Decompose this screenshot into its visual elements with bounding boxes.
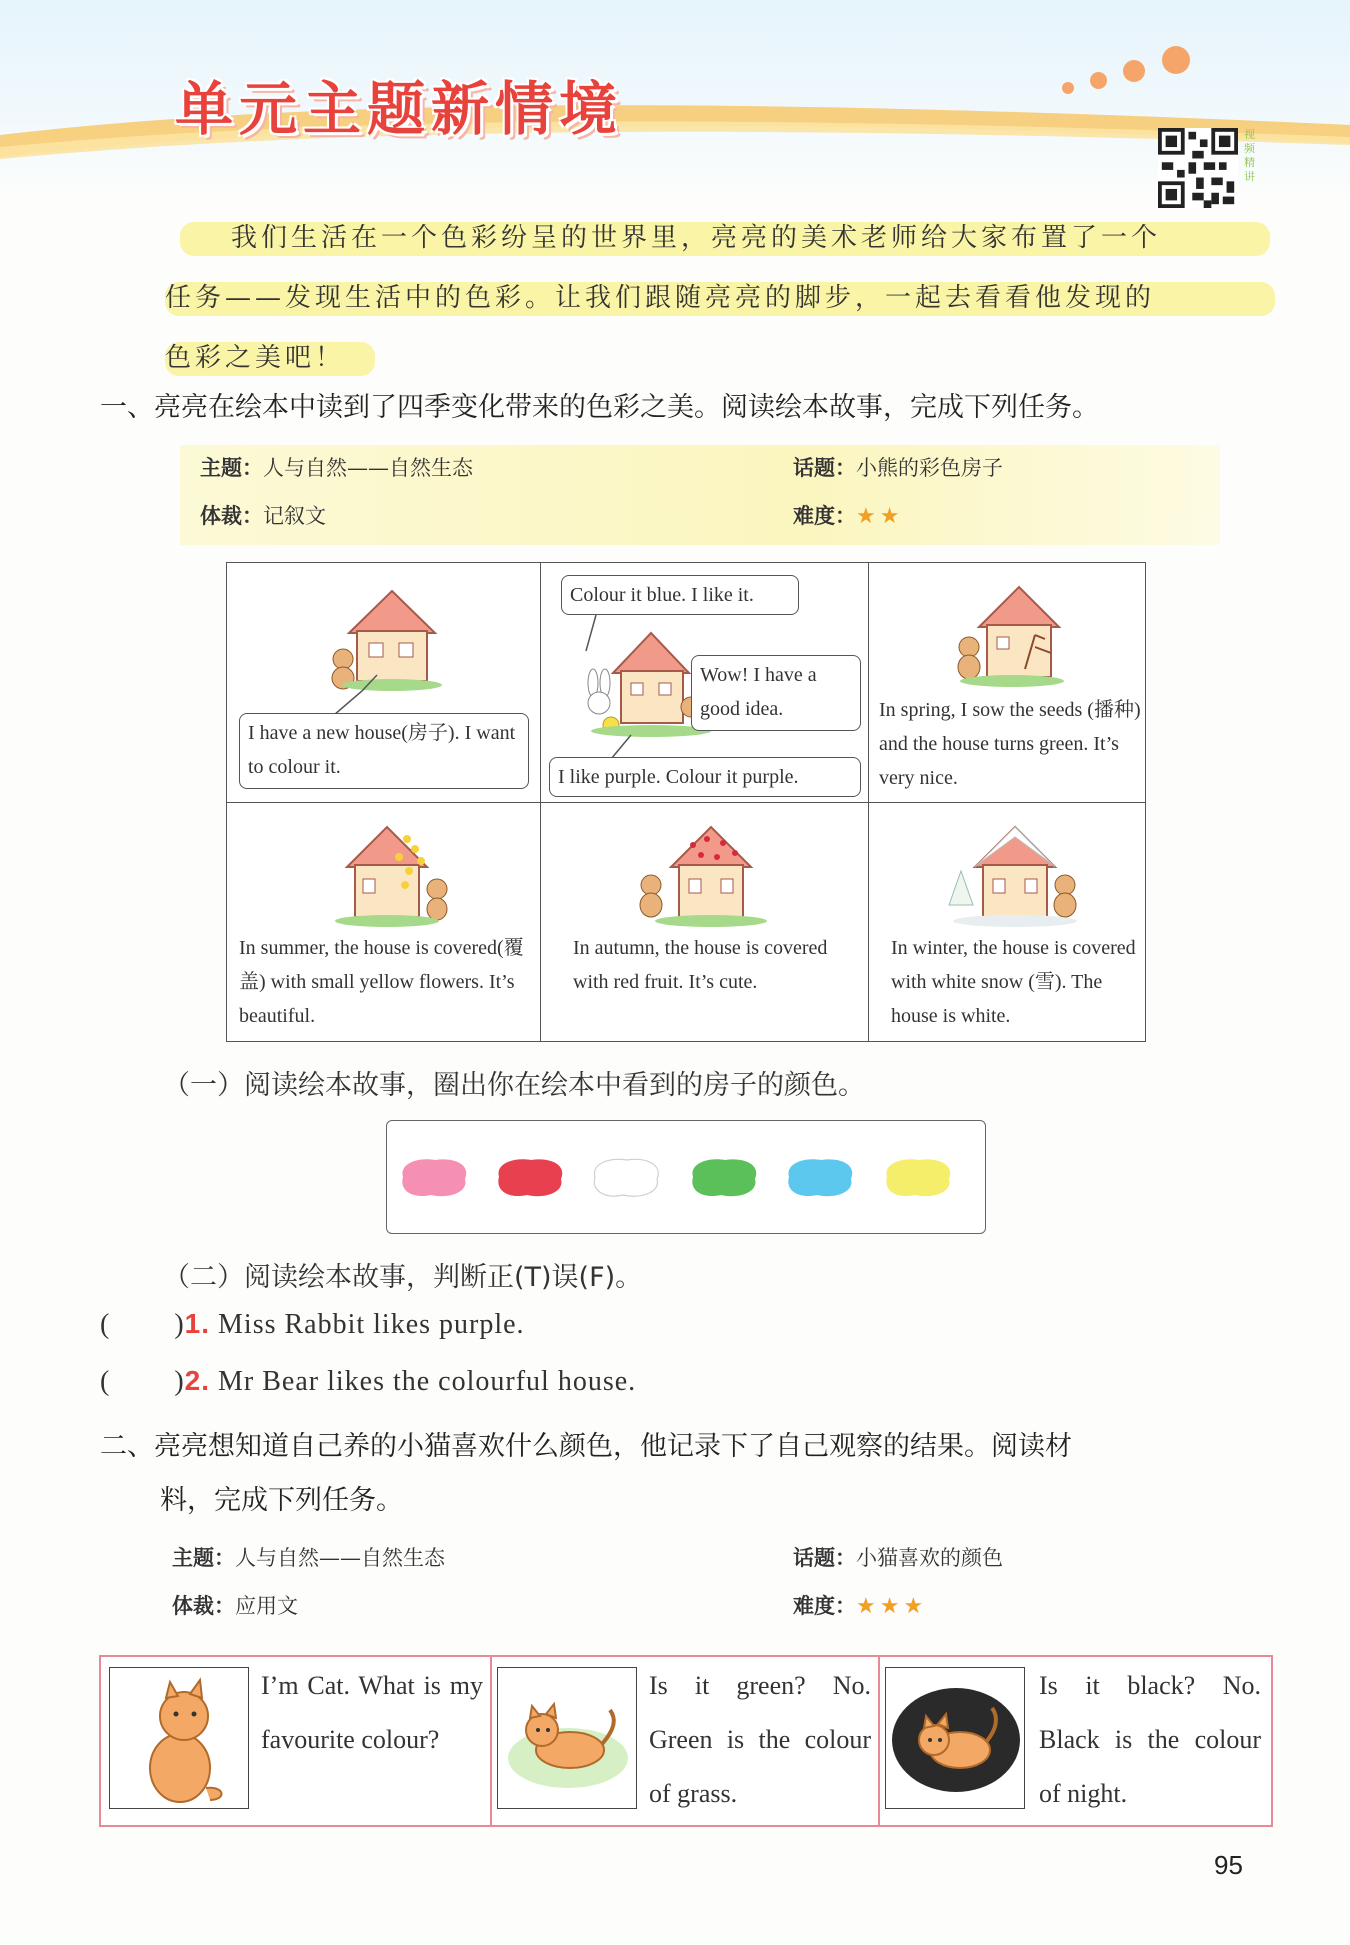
- story-cell: [869, 563, 1145, 803]
- info-theme: [200, 452, 473, 482]
- cat-on-grass-icon: [498, 1668, 636, 1808]
- info-value: 小猫喜欢的颜色: [856, 1546, 1003, 1570]
- answer-bracket[interactable]: ( ): [100, 1309, 185, 1340]
- qr-code-icon[interactable]: [1158, 128, 1238, 208]
- summer-house-illustration: [325, 817, 455, 927]
- true-false-item: [100, 1308, 525, 1341]
- divider: [878, 1657, 880, 1825]
- speech-bubble: I have a new house(房子). I want to colour it.: [239, 713, 529, 789]
- section1-title: 一、亮亮在绘本中读到了四季变化带来的色彩之美。阅读绘本故事，完成下列任务。: [100, 392, 1099, 423]
- intro-line: 我们生活在一个色彩纷呈的世界里，亮亮的美术老师给大家布置了一个: [231, 223, 1162, 253]
- color-options-box: [386, 1120, 986, 1234]
- info-label: 话题：: [793, 456, 856, 480]
- yellow-color-swatch[interactable]: [881, 1155, 955, 1199]
- info-label: 体裁：: [200, 504, 263, 528]
- speech-bubble: Colour it blue. I like it.: [561, 575, 799, 615]
- decor-dot: [1062, 82, 1074, 94]
- qr-side-label: 视频精讲: [1244, 128, 1255, 183]
- decor-dot: [1162, 46, 1190, 74]
- info-label: 难度：: [793, 504, 856, 528]
- story-text: In winter, the house is covered with white snow (雪). The house is white.: [891, 937, 1136, 1027]
- item-text: Mr Bear likes the colourful house.: [218, 1366, 637, 1397]
- story-cell: [227, 803, 541, 1041]
- cat-panel-text: I’m Cat. What is my favourite colour?: [261, 1671, 483, 1754]
- unit-title: 单元主题新情境: [175, 75, 624, 143]
- task2-title: （二）阅读绘本故事，判断正(T)误(F)。: [163, 1262, 643, 1293]
- page-number: 95: [1214, 1850, 1243, 1880]
- divider: [490, 1657, 492, 1825]
- story-text: In autumn, the house is covered with red fruit. It’s cute.: [573, 937, 828, 993]
- info-label: 主题：: [172, 1546, 235, 1570]
- info-value: 应用文: [235, 1594, 298, 1618]
- cat-on-black-icon: [886, 1668, 1024, 1808]
- info-genre: [172, 1590, 298, 1620]
- answer-bracket[interactable]: ( ): [100, 1366, 185, 1397]
- cat-observation-box: [99, 1655, 1273, 1827]
- white-color-swatch[interactable]: [589, 1155, 663, 1199]
- winter-house-illustration: [935, 815, 1085, 927]
- intro-line: 色彩之美吧！: [165, 343, 346, 373]
- cat-panel-text: Is it green? No. Green is the colour of grass.: [649, 1671, 871, 1808]
- info-difficulty: [793, 1590, 927, 1620]
- intro-paragraph: [165, 208, 1265, 388]
- red-color-swatch[interactable]: [493, 1155, 567, 1199]
- info-value: 小熊的彩色房子: [856, 456, 1003, 480]
- item-text: Miss Rabbit likes purple.: [218, 1309, 525, 1340]
- info-topic: [793, 1542, 1003, 1572]
- info-label: 主题：: [200, 456, 263, 480]
- blue-color-swatch[interactable]: [783, 1155, 857, 1199]
- difficulty-stars: ★★: [856, 504, 904, 529]
- speech-bubble: I like purple. Colour it purple.: [549, 757, 861, 797]
- info-value: 人与自然——自然生态: [263, 456, 473, 480]
- info-label: 难度：: [793, 1594, 856, 1618]
- speech-bubble: Wow! I have a good idea.: [691, 655, 861, 731]
- cat-picture: [885, 1667, 1025, 1809]
- item-number: 1.: [184, 1308, 211, 1339]
- cat-picture: [109, 1667, 249, 1809]
- info-label: 话题：: [793, 1546, 856, 1570]
- item-number: 2.: [184, 1365, 211, 1396]
- cat-sitting-icon: [110, 1668, 248, 1808]
- info-theme: [172, 1542, 445, 1572]
- intro-line: 任务——发现生活中的色彩。让我们跟随亮亮的脚步，一起去看看他发现的: [165, 283, 1156, 313]
- true-false-item: [100, 1365, 636, 1398]
- green-color-swatch[interactable]: [687, 1155, 761, 1199]
- pink-color-swatch[interactable]: [397, 1155, 471, 1199]
- cat-panel-text: Is it black? No. Black is the colour of night.: [1039, 1671, 1261, 1808]
- section2-title-cont: 料，完成下列任务。: [160, 1485, 403, 1516]
- cat-picture: [497, 1667, 637, 1809]
- story-cell: [227, 563, 541, 803]
- info-topic: [793, 452, 1003, 482]
- autumn-house-illustration: [631, 817, 771, 927]
- decor-dot: [1123, 60, 1145, 82]
- info-value: 人与自然——自然生态: [235, 1546, 445, 1570]
- section2-title: 二、亮亮想知道自己养的小猫喜欢什么颜色，他记录下了自己观察的结果。阅读材: [100, 1431, 1072, 1462]
- story-text: In spring, I sow the seeds (播种) and the house turns green. It’s very nice.: [879, 699, 1141, 789]
- spring-house-illustration: [947, 577, 1077, 687]
- info-label: 体裁：: [172, 1594, 235, 1618]
- info-genre: [200, 500, 326, 530]
- info-difficulty: [793, 500, 903, 530]
- decor-dot: [1090, 72, 1107, 89]
- story-text: In summer, the house is covered(覆盖) with small yellow flowers. It’s beautiful.: [239, 937, 524, 1027]
- difficulty-stars: ★★★: [856, 1594, 928, 1619]
- bubble-tail: [581, 613, 611, 653]
- picture-book-grid: [226, 562, 1146, 1042]
- info-value: 记叙文: [263, 504, 326, 528]
- story-cell: [541, 563, 869, 803]
- story-cell: [541, 803, 869, 1041]
- task1-title: （一）阅读绘本故事，圈出你在绘本中看到的房子的颜色。: [163, 1070, 865, 1101]
- story-cell: [869, 803, 1145, 1041]
